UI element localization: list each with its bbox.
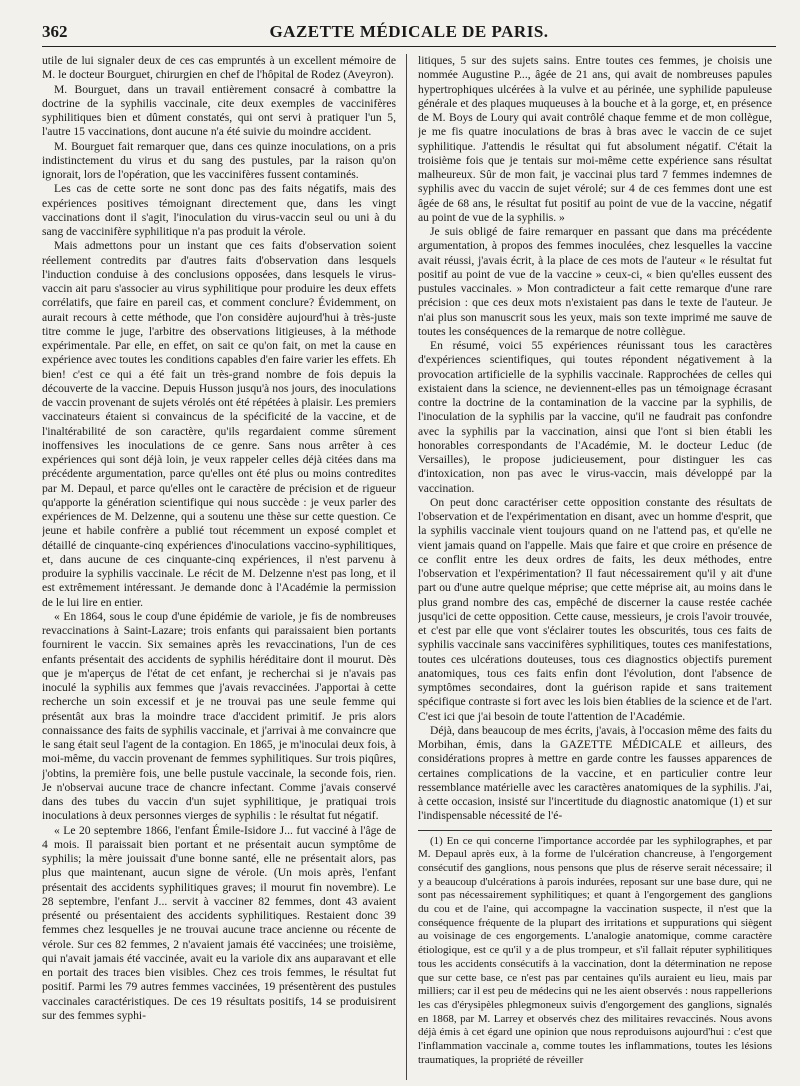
- paragraph: En résumé, voici 55 expériences réunissant tous les caractères d'expériences scientifiques, qui toutes répondent négativement à la provocation artificielle de la syphilis vaccinale. Rapprochées de celles qui existaient dans la science, ne deviennent-elles pas un témoignage écrasant contre la doctrine de la contamination de la vaccine par la syphilis, de l'inoculation de la syphilis par la vaccine, qu'il ne faudrait pas confondre avec la syphilis par la vaccination, ainsi que l'ont si bien établi les honorables correspondants de l'Académie, M. le docteur Leduc (de Versailles), le propose judicieusement, pour distinguer les cas d'intoxication, non pas avec le virus-vaccin, mais développé par la vaccination.: [418, 339, 772, 495]
- footnote: [418, 835, 772, 1068]
- paragraph: « En 1864, sous le coup d'une épidémie de variole, je fis de nombreuses revaccinations à Saint-Lazare; trois enfants qui paraissaient bien portants fournirent le vaccin. Six semaines après les revaccinations, l'un de ces enfants présentait des accidents de syphilis héréditaire dont il mourut. Dès que je m'aperçus de l'état de cet enfant, je recherchai si je n'avais pas inoculé la syphilis aux femmes que j'avais revaccinées. J'apportai à cette recherche un soin excessif et je ne trouvai pas une seule femme qui présentât aux bras la moindre trace d'accident primitif. Je pris alors connaissance des faits de syphilis vaccinale, et j'arrivai à me convaincre que le sang était seul l'agent de la contagion. En 1865, je m'inoculai deux fois, à moi-même, du vaccin provenant de femmes syphilitiques. Sur trois piqûres, j'obtins, la première fois, une belle pustule vaccinale, la seconde fois, rien. Je n'observai aucune trace de chancre infectant. Comme j'avais conservé dans des tubes du vaccin d'un sujet syphilitique, je pratiquai trois inoculations à deux personnes vierges de syphilis : le résultat fut négatif.: [42, 609, 396, 823]
- paragraph: utile de lui signaler deux de ces cas empruntés à un excellent mémoire de M. le docteur Bourguet, chirurgien en chef de l'hôpital de Rodez (Aveyron).: [42, 54, 396, 82]
- footnote-rule: [418, 830, 772, 831]
- paragraph: Je suis obligé de faire remarquer en passant que dans ma précédente argumentation, à propos des femmes inoculées, chez lesquelles la vaccine avait réussi, j'avais écrit, à la place de ces mots de l'auteur « le résultat fut positif au point de vue de la vaccine » ceux-ci, « bien qu'elles eussent des pustules vaccinales. » Mon contradicteur a fait cette remarque d'une rare précision : que ces deux mots n'existaient pas dans le texte de l'auteur. Je n'ai plus son manuscrit sous les yeux, mais son texte imprimé me sauve de toutes les conséquences de la remarque de notre collègue.: [418, 225, 772, 338]
- left-column: [42, 54, 396, 1080]
- paragraph: Les cas de cette sorte ne sont donc pas des faits négatifs, mais des expériences positives témoignant directement que, dans les vingt vaccinations dont il s'agit, l'inoculation du virus-vaccin seul ou uni à du sang de vaccinifère syphilitique n'a pas produit la vérole.: [42, 182, 396, 238]
- paragraph: « Le 20 septembre 1866, l'enfant Émile-Isidore J... fut vacciné à l'âge de 4 mois. Il paraissait bien portant et ne présentait aucun symptôme de syphilis; la mère jouissait d'une bonne santé, elle ne présentait alors, pas plus que maintenant, aucun signe de vérole. (Un mois après, l'enfant présentait des accidents syphilitiques graves; il mourut fin novembre). Le 28 septembre, l'enfant J... servit à vacciner 82 femmes, dont 43 avaient présenté ou présentaient des accidents syphilitiques. Restaient donc 39 femmes chez lesquelles je ne trouvai aucune trace ancienne ou récente de vérole. Sur ces 82 femmes, 2 n'avaient jamais été vaccinées; une troisième, qui n'avait jamais été vaccinée, avait eu la variole dix ans auparavant et elle en portait des traces bien visibles. Chez ces trois femmes, le résultat fut positif. Parmi les 79 autres femmes vaccinées, 19 présentèrent des pustules vaccinales caractéristiques. De ces 19 résultats positifs, 14 se produisirent sur des femmes syphi-: [42, 823, 396, 1022]
- paragraph: Mais admettons pour un instant que ces faits d'observation soient réellement contredits par d'autres faits d'observation dans lesquels l'induction conduise à des conclusions opposées, dans lesquels le virus-vaccin ait paru s'associer au virus syphilitique pour produire les deux effets corrélatifs, que faire en pareil cas, et comment conclure? Évidemment, on aurait recours à cette méthode, que l'on considère aujourd'hui à très-juste titre comme le juge, l'arbitre des observations litigieuses, à la méthode expérimentale. Par elle, en effet, on sait ce qu'on fait, on met la cause en expérience avec toutes les conditions capables d'en faire varier les effets. Eh bien! c'est ce qui a été fait un très-grand nombre de fois depuis la découverte de la vaccine. Depuis Husson jusqu'à nos jours, des inoculations de vaccin provenant de sujets vérolés ont été répétées à plaisir. Les premiers vaccinateurs étaient si convaincus de la spécificité de la vaccine, et de l'inaltérabilité de son caractère, qu'ils regardaient comme sûrement inoffensives les inoculations de ce genre. Sans nous arrêter à ces expériences qui sont déjà loin, je veux rappeler celles déjà citées dans ma précédente argumentation, parce qu'elles ont été plus ou moins contredites par M. Depaul, et parce qu'elles ont le caractère de précision et de rigueur qu'apporte la génération scientifique qui nous succède : je veux parler des expériences de M. Delzenne, qui a soutenu une thèse sur cette question. Ce jeune et habile confrère a publié tout récemment un exposé complet et détaillé de cinquante-cinq expériences d'inoculations vaccino-syphilitiques, et, dans aucune de ces cinquante-cinq expériences, il n'est parvenu à produire la syphilis vaccinale. Le récit de M. Delzenne n'est pas long, et il est extrêmement intéressant. Je demande donc à l'Académie la permission de le lui lire en entier.: [42, 239, 396, 609]
- paragraph: litiques, 5 sur des sujets sains. Entre toutes ces femmes, je choisis une nommée Augustine P..., âgée de 21 ans, qui avait de nombreuses papules hypertrophiques ulcérées à la vulve et au périnée, une syphilide papuleuse générale et des plaques muqueuses à la bouche et à la gorge, et, en présence de M. Boys de Loury qui avait contrôlé chaque femme et de mon collègue, je me fis quatre inoculations de bras à bras avec le vaccin de ce sujet syphilitique. J'attendis le résultat qui fut absolument négatif. C'était la troisième fois que je tentais sur moi-même cette expérience sans résultat malheureux. Sûr de mon fait, je vaccinai plus tard 7 femmes indemnes de syphilis avec du vaccin de sujet vérolé; sur 4 de ces femmes dont une est âgée de 68 ans, le résultat fut positif au point de vue de la vaccine, négatif au point de vue de la syphilis. »: [418, 54, 772, 224]
- column-divider: [406, 54, 407, 1080]
- paragraph: M. Bourguet fait remarquer que, dans ces quinze inoculations, on a pris indistinctement du virus et du sang des pustules, par la raison qu'on ignorait, lors de l'opération, que les vaccinifères fussent contaminés.: [42, 139, 396, 181]
- paragraph: M. Bourguet, dans un travail entièrement consacré à combattre la doctrine de la syphilis vaccinale, cite deux exemples de vaccinifères syphilitiques bien et dûment constatés, qui ont servi à pratiquer l'un 5, l'autre 15 vaccinations, dont aucune n'a été suivie du moindre accident.: [42, 82, 396, 139]
- paragraph: Déjà, dans beaucoup de mes écrits, j'avais, à l'occasion même des faits du Morbihan, émis, dans la GAZETTE MÉDICALE et ailleurs, des considérations propres à mettre en garde contre les fausses apparences de certaines complications de la vaccine, et en particulier contre leur ressemblance matérielle avec les caractères anatomiques de la syphilis. J'ai, à cette occasion, insisté sur l'incertitude du diagnostic anatomique (1) et sur l'indispensable nécessité de l'é-: [418, 723, 772, 823]
- running-title: GAZETTE MÉDICALE DE PARIS.: [269, 22, 549, 41]
- page-number: 362: [42, 22, 68, 41]
- header-rule: [42, 46, 776, 47]
- page-header: [42, 20, 776, 46]
- paragraph: On peut donc caractériser cette opposition constante des résultats de l'observation et de l'expérimentation en disant, avec un homme d'esprit, que la syphilis vaccinale vient toujours quand on ne l'attend pas, et qu'elle ne vient jamais quand on l'appelle. Mais que faire et que croire en présence de ce conflit entre les deux ordres de faits, les deux méthodes, entre l'observation et l'expérimentation? Il faut nécessairement qu'il y ait d'une part ou d'une autre quelque méprise; que cette méprise ait, au moins dans le plus grand nombre des cas, empêché de discerner la cause restée cachée jusqu'ici de cette opposition. Cette cause, messieurs, je crois l'avoir trouvée, et c'est par elle que vont s'éclairer toutes les obscurités, tous ces faits de syphilis vaccinale sans vaccinifères syphilitiques, toutes ces manifestations, toutes ces ulcérations douteuses, tous ces diagnostics objectifs purement anatomiques, tous ces faits enfin dont l'évolution, dont l'absence de symptômes secondaires, dont la guérison rapide et sans traitement spécifique contraste si fort avec les lois bien établies de la science et de l'art. C'est ici que j'ai besoin de toute l'attention de l'Académie.: [418, 495, 772, 723]
- right-column: [418, 54, 772, 1080]
- footnote-text: (1) En ce qui concerne l'importance accordée par les syphilographes, et par M. Depaul après eux, à la forme de l'ulcération chancreuse, à l'engorgement consécutif des ganglions, nous pensons que plus de réserve serait nécessaire; il y a beaucoup d'ulcérations à parois indurées, reposant sur une base dure, qui ne sont pas nécessairement syphilitiques; et quant à l'engorgement des ganglions du cou et de l'aine, qui accompagne la vaccination suspecte, il n'est que la conséquence fréquente de la plupart des irritations et suppurations qui siègent au voisinage de ces engorgements. L'analogie anatomique, comme caractère étiologique, est ce qu'il y a de plus trompeur, et s'il fallait réputer syphilitiques tous les accidents consécutifs à la vaccination, dont la détermination ne repose que sur cette base, ce n'est pas par centaines qu'ils auraient eu lieu, mais par milliers; car il est peu de médecins qui ne les aient observés : nous rappellerions les cas d'érysipèles phlegmoneux suivis d'engorgement des ganglions, signalés en 1868, par M. Larrey et observés chez des militaires revaccinés. Nous avons déjà émis à cet égard une opinion que nous reproduisons aujourd'hui : c'est que l'inflammation vaccinale a, comme toutes les inflammations, toutes les lésions traumatiques, la propriété de réveiller: [418, 834, 772, 1066]
